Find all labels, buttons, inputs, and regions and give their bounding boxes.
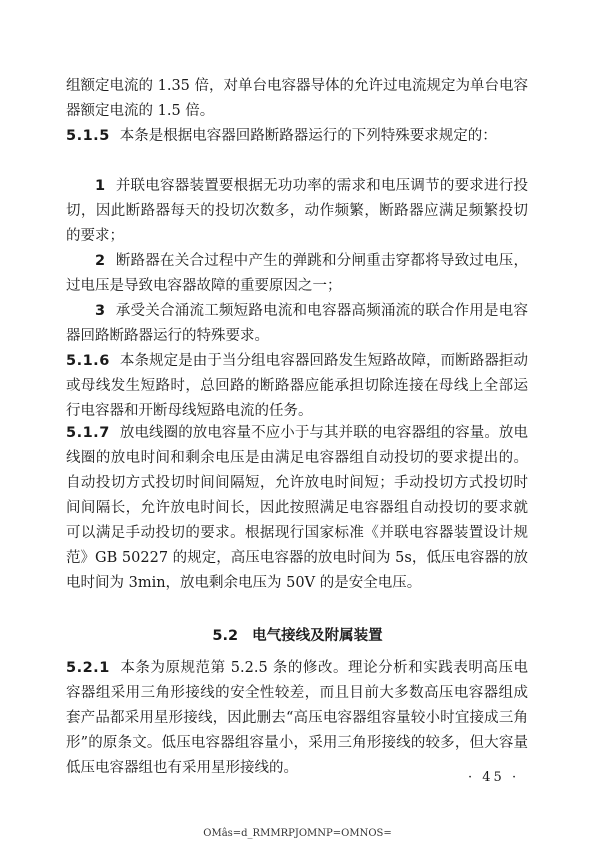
list-item-text: 断路器在关合过程中产生的弹跳和分闸重击穿都将导致过电压，过电压是导致电容器故障的重要原因之一； xyxy=(66,253,528,294)
list-item-number: 1 xyxy=(95,178,106,194)
clause-text: 本条是根据电容器回路断路器运行的下列特殊要求规定的： xyxy=(119,128,497,144)
page-number: · 45 · xyxy=(468,770,520,785)
clause-number: 5.1.6 xyxy=(66,353,110,369)
clause-number: 5.2.1 xyxy=(66,660,110,676)
footer-code: OMâs=d_RMMRPJOMNP=OMNOS= xyxy=(203,828,392,839)
clause-5-1-7 xyxy=(66,421,528,596)
clause-text: 本条规定是由于当分组电容器回路发生短路故障，而断路器拒动或母线发生短路时，总回路的断路器应能承担切除连接在母线上全部运行电容器和开断母线短路电流的任务。 xyxy=(66,353,528,419)
list-item-1 xyxy=(66,174,528,249)
clause-5-1-6 xyxy=(66,349,528,424)
paragraph-continuation xyxy=(66,74,528,124)
clause-number: 5.1.7 xyxy=(66,425,110,441)
paragraph-text: 组额定电流的 1.35 倍，对单台电容器导体的允许过电流规定为单台电容器额定电流的 1.5 倍。 xyxy=(66,78,529,119)
clause-text: 放电线圈的放电容量不应小于与其并联的电容器组的容量。放电线圈的放电时间和剩余电压是由满足电容器组自动投切的要求提出的。自动投切方式投切时间间隔短，允许放电时间短；手动投切方式投切时间间隔长，允许放电时间长，因此按照满足电容器组自动投切的要求就可以满足手动投切的要求。根据现行国家标准《并联电容器装置设计规范》GB 50227 的规定，高压电容器的放电时间为 5s，低压电容器的放电时间为 3min，放电剩余电压为 50V 的是安全电压。 xyxy=(66,425,528,591)
clause-5-2-1 xyxy=(66,656,528,781)
section-heading xyxy=(0,624,595,645)
list-item-number: 2 xyxy=(95,253,106,269)
section-number: 5.2 xyxy=(212,628,239,644)
section-title: 电气接线及附属装置 xyxy=(252,628,383,644)
list-item-2 xyxy=(66,249,528,299)
list-item-text: 并联电容器装置要根据无功功率的需求和电压调节的要求进行投切，因此断路器每天的投切次数多，动作频繁，断路器应满足频繁投切的要求； xyxy=(66,178,528,244)
clause-number: 5.1.5 xyxy=(66,128,110,144)
list-item-text: 承受关合涌流工频短路电流和电容器高频涌流的联合作用是电容器回路断路器运行的特殊要求。 xyxy=(66,303,528,344)
list-item-number: 3 xyxy=(95,303,106,319)
clause-5-1-5 xyxy=(66,124,528,149)
clause-text: 本条为原规范第 5.2.5 条的修改。理论分析和实践表明高压电容器组采用三角形接线的安全性较差，而且目前大多数高压电容器组成套产品都采用星形接线，因此删去“高压电容器组容量较小时宜接成三角形”的原条文。低压电容器组容量小，采用三角形接线的较多，但大容量低压电容器组也有采用星形接线的。 xyxy=(66,660,528,776)
list-item-3 xyxy=(66,299,528,349)
